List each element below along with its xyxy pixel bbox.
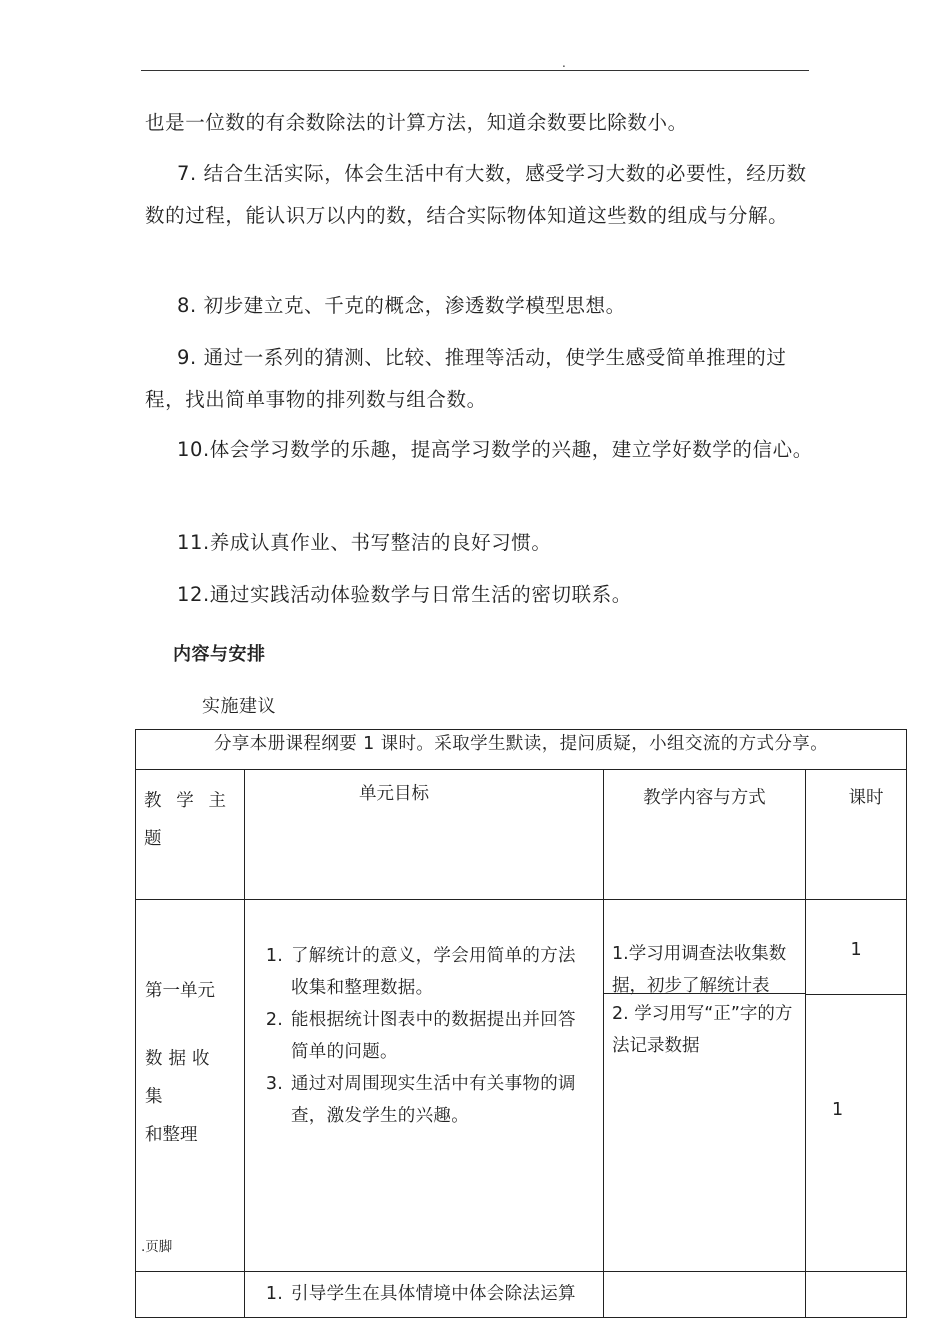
unit-2-goal-list bbox=[253, 1278, 593, 1310]
paragraph-10: 10.体会学习数学的乐趣，提高学习数学的兴趣，建立学好数学的信心。 bbox=[177, 438, 813, 461]
header-theme: 教学主题 bbox=[136, 770, 245, 900]
header-rule bbox=[141, 70, 809, 71]
unit-1-title-b: 和整理 bbox=[145, 1125, 198, 1145]
sub-heading: 实施建议 bbox=[202, 696, 276, 717]
unit-1-goal-list bbox=[253, 940, 593, 1132]
unit-2-content bbox=[604, 1272, 806, 1318]
unit-1-title-a: 数据收集 bbox=[145, 1049, 216, 1107]
hours-divider bbox=[806, 994, 906, 995]
unit-1-goal-1: 1. 了解统计的意义，学会用简单的方法收集和整理数据。 bbox=[289, 940, 593, 1004]
unit-2-theme bbox=[136, 1272, 245, 1318]
unit-1-hours bbox=[806, 900, 907, 1272]
course-plan-table bbox=[135, 729, 907, 1318]
unit-1-content bbox=[604, 900, 806, 1272]
unit-1-goal-3: 3. 通过对周围现实生活中有关事物的调查，激发学生的兴趣。 bbox=[289, 1068, 593, 1132]
header-content-label: 教学内容与方式 bbox=[643, 788, 766, 808]
page-footer: .页脚 bbox=[141, 1239, 173, 1255]
unit-1-content-1: 1.学习用调查法收集数据，初步了解统计表 bbox=[604, 900, 805, 994]
intro-cell: 分享本册课程纲要 1 课时。采取学生默读，提问质疑，小组交流的方式分享。 bbox=[136, 730, 907, 770]
unit-2-hours bbox=[806, 1272, 907, 1318]
header-hours-label: 课时 bbox=[848, 788, 884, 808]
intro-row bbox=[136, 730, 907, 770]
header-hours bbox=[806, 770, 907, 900]
unit-1-theme bbox=[136, 900, 245, 1272]
paragraph-8: 8. 初步建立克、千克的概念，渗透数学模型思想。 bbox=[177, 294, 626, 317]
unit-1-hours-1: 1 bbox=[850, 940, 862, 960]
header-row bbox=[136, 770, 907, 900]
unit-1-goals bbox=[245, 900, 604, 1272]
section-heading: 内容与安排 bbox=[173, 644, 266, 665]
unit-2-row bbox=[136, 1272, 907, 1318]
unit-1-row bbox=[136, 900, 907, 1272]
paragraph-12: 12.通过实践活动体验数学与日常生活的密切联系。 bbox=[177, 583, 632, 606]
unit-1-content-2: 2. 学习用写“正”字的方法记录数据 bbox=[612, 1004, 793, 1056]
unit-2-goal-1: 1. 引导学生在具体情境中体会除法运算 bbox=[289, 1278, 593, 1310]
header-dot: . bbox=[562, 56, 566, 70]
unit-1-name: 第一单元 bbox=[145, 981, 215, 1001]
unit-2-goals bbox=[245, 1272, 604, 1318]
paragraph-9: 9. 通过一系列的猜测、比较、推理等活动，使学生感受简单推理的过程，找出简单事物的排列数与组合数。 bbox=[145, 346, 787, 411]
header-goals-label: 单元目标 bbox=[359, 784, 429, 804]
paragraph-0: 也是一位数的有余数除法的计算方法，知道余数要比除数小。 bbox=[145, 111, 688, 134]
header-content bbox=[604, 770, 806, 900]
unit-1-goal-2: 2. 能根据统计图表中的数据提出并回答简单的问题。 bbox=[289, 1004, 593, 1068]
paragraph-7: 7. 结合生活实际，体会生活中有大数，感受学习大数的必要性，经历数数的过程，能认识万以内的数，结合实际物体知道这些数的组成与分解。 bbox=[145, 162, 807, 227]
header-goals bbox=[245, 770, 604, 900]
unit-1-hours-2: 1 bbox=[832, 1100, 844, 1120]
paragraph-11: 11.养成认真作业、书写整洁的良好习惯。 bbox=[177, 531, 552, 554]
